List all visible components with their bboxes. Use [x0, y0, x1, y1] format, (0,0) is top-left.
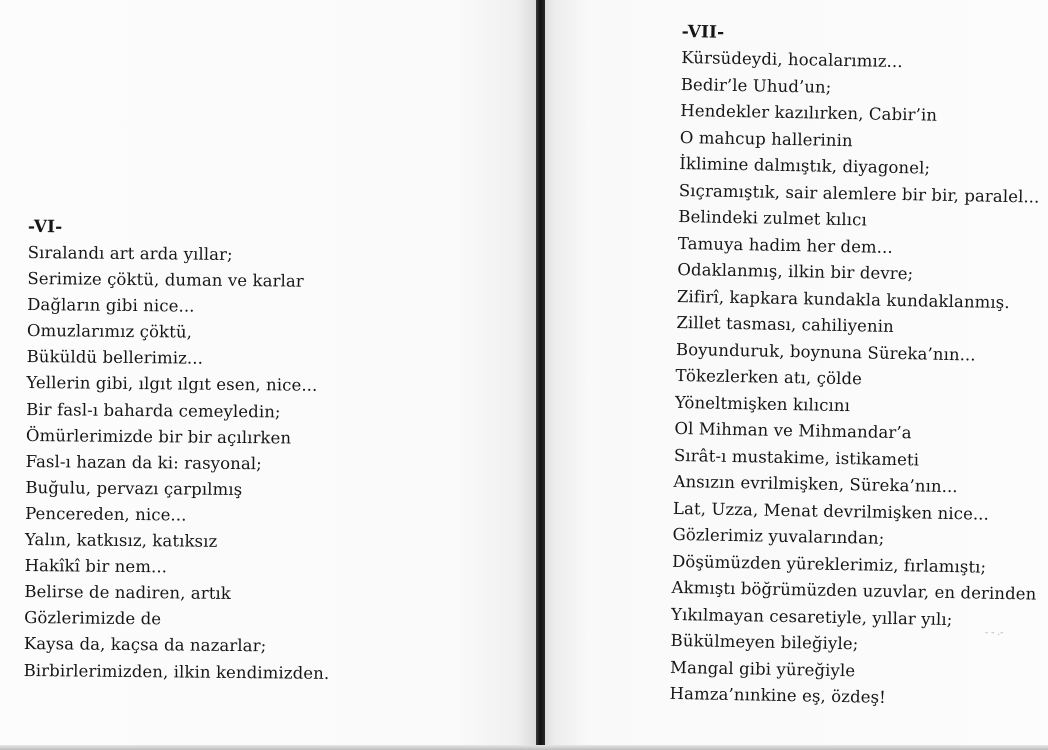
poem-line: Yıkılmayan cesaretiyle, yıllar yılı;: [670, 604, 953, 629]
poem-line: Kürsüdeydi, hocalarımız...: [681, 47, 903, 72]
poem-line: Fasl-ı hazan da ki: rasyonal;: [25, 451, 262, 474]
poem-line: Hamza’nınkine eş, özdeş!: [669, 683, 887, 707]
book-spine: [536, 0, 545, 750]
poem-line: Sırât-ı mustakime, istikameti: [673, 445, 920, 469]
poem-line: Hakîkî bir nem...: [24, 556, 168, 577]
poem-line: Odaklanmış, ilkin bir devre;: [677, 259, 914, 284]
scan-speck: - - .-: [985, 628, 1004, 638]
poem-line: Bir fasl-ı baharda cemeyledin;: [26, 399, 281, 421]
poem-line: Büküldü bellerimiz...: [26, 347, 204, 369]
poem-line: Tamuya hadim her dem...: [677, 233, 894, 257]
poem-line: Birbirlerimizden, ilkin kendimizden.: [23, 660, 330, 683]
poem-line: Belindeki zulmet kılıcı: [678, 206, 867, 230]
poem-line: Bedir’le Uhud’un;: [680, 74, 832, 97]
poem-line: Zillet tasması, cahiliyenin: [676, 312, 895, 336]
poem-line: Sıralandı art arda yıllar;: [27, 242, 233, 264]
poem-line: Buğulu, pervazı çarpılmış: [25, 477, 243, 499]
poem-line: Döşümüzden yüreklerimiz, fırlamıştı;: [671, 551, 987, 577]
poem-line: Ansızın evrilmişken, Süreka’nın...: [673, 471, 958, 497]
poem-line: Hendekler kazılırken, Cabir’in: [680, 100, 938, 125]
poem-line: Yalın, katkısız, katıksız: [24, 530, 218, 551]
poem-line: Omuzlarımız çöktü,: [26, 321, 193, 342]
poem-line: Boyunduruk, boynuna Süreka’nın...: [675, 339, 976, 364]
poem-vii-title: -VII-: [681, 21, 725, 43]
poem-line: Ömürlerimizde bir bir açılırken: [25, 425, 292, 448]
poem-line: Akmıştı böğrümüzden uzuvlar, en derinden: [671, 577, 1037, 604]
poem-line: İklimine dalmıştık, diyagonel;: [679, 153, 931, 178]
poem-line: Gözlerimiz yuvalarından;: [672, 524, 885, 548]
poem-line: Yellerin gibi, ılgıt ılgıt esen, nice...: [26, 373, 318, 396]
poem-line: Zifirî, kapkara kundakla kundaklanmış.: [676, 286, 1010, 312]
poem-vii: [669, 19, 1046, 714]
poem-line: O mahcup hallerinin: [679, 127, 853, 150]
poem-line: Yöneltmişken kılıcını: [674, 392, 851, 415]
poem-line: Kaysa da, kaçsa da nazarlar;: [23, 634, 267, 656]
poem-line: Gözlerimizde de: [24, 608, 162, 629]
poem-line: Tökezlerken atı, çölde: [675, 365, 863, 389]
poem-line: Belirse de nadiren, artık: [24, 582, 232, 604]
poem-line: Lat, Uzza, Menat devrilmişken nice...: [672, 498, 990, 524]
poem-vi-title: -VI-: [27, 216, 63, 238]
poem-line: Pencereden, nice...: [25, 503, 187, 525]
poem-line: Serimize çöktü, duman ve karlar: [27, 269, 304, 291]
poem-line: Ol Mihman ve Mihmandar’a: [674, 418, 912, 443]
poem-line: Sıçramıştık, sair alemlere bir bir, paralel...: [678, 180, 1040, 207]
poem-line: Dağların gibi nice...: [27, 295, 195, 316]
page-bottom-edge: [0, 745, 1048, 750]
poem-vi: [23, 214, 333, 687]
poem-line: Mangal gibi yüreğiyle: [669, 657, 856, 680]
poem-line: Bükülmeyen bileğiyle;: [670, 630, 859, 654]
